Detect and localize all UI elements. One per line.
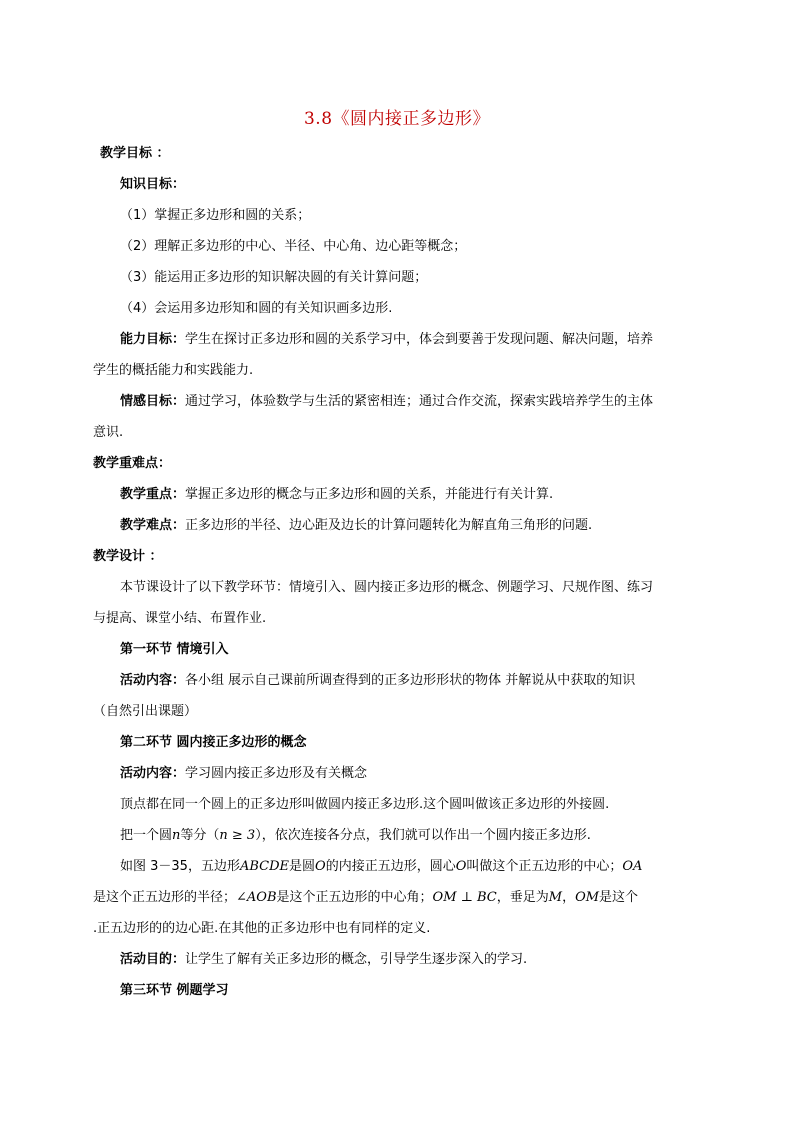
section2-purpose-label: 活动目的： xyxy=(120,952,186,967)
section1-activity-text: 各小组 展示自己课前所调查得到的正多边形形状的物体 并解说从中获取的知识 xyxy=(185,673,636,688)
figure-text: 是这个正五边形的半径； xyxy=(93,890,237,905)
section1-activity xyxy=(120,672,635,690)
section2-purpose-text: 让学生了解有关正多边形的概念，引导学生逐步深入的学习. xyxy=(185,952,528,967)
figure-text: 如图 3－35，五边形 xyxy=(120,859,240,874)
math-o: O xyxy=(455,859,467,874)
ability-paragraph xyxy=(120,331,653,349)
section1-activity-label: 活动内容： xyxy=(120,673,186,688)
section2-activity-label: 活动内容： xyxy=(120,766,186,781)
figure-text: 叫做这个正五边形的中心； xyxy=(466,859,623,874)
figure-paragraph xyxy=(120,858,642,876)
key-point-text: 掌握正多边形的概念与正多边形和圆的关系，并能进行有关计算. xyxy=(185,487,554,502)
math-abcde: ABCDE xyxy=(239,859,289,874)
ability-label: 能力目标： xyxy=(120,332,186,347)
section2-heading: 第二环节 圆内接正多边形的概念 xyxy=(120,735,307,750)
figure-paragraph-end: .正五边形的的边心距.在其他的正多边形中也有同样的定义. xyxy=(93,921,431,936)
key-point-paragraph xyxy=(120,486,553,504)
key-points-heading: 教学重难点： xyxy=(93,456,172,471)
ability-text: 学生在探讨正多边形和圆的关系学习中，体会到要善于发现问题、解决问题，培养 xyxy=(185,332,654,347)
design-intro-continued: 与提高、课堂小结、布置作业. xyxy=(93,611,267,626)
divide-text: 把一个圆 xyxy=(120,828,173,843)
divide-paragraph xyxy=(120,827,591,845)
figure-text: 是这个 xyxy=(599,890,639,905)
math-angle-aob: ∠AOB xyxy=(236,890,277,905)
math-perpendicular: OM ⊥ BC xyxy=(432,890,497,905)
section1-activity-continued: （自然引出课题） xyxy=(93,704,198,719)
knowledge-item: （4）会运用多边形知和圆的有关知识画多边形. xyxy=(120,301,393,316)
design-intro: 本节课设计了以下教学环节：情境引入、圆内接正多边形的概念、例题学习、尺规作图、练习 xyxy=(120,580,654,595)
difficult-point-text: 正多边形的半径、边心距及边长的计算问题转化为解直角三角形的问题. xyxy=(185,518,593,533)
math-condition: n ≥ 3 xyxy=(219,828,256,843)
math-n: n xyxy=(172,828,181,843)
figure-text: ，垂足为 xyxy=(496,890,549,905)
knowledge-item: （1）掌握正多边形和圆的关系； xyxy=(120,208,311,223)
section1-heading: 第一环节 情境引入 xyxy=(120,642,229,657)
difficult-point-label: 教学难点： xyxy=(120,518,186,533)
math-om: OM xyxy=(575,890,600,905)
section2-purpose xyxy=(120,951,527,969)
definition-text: 顶点都在同一个圆上的正多边形叫做圆内接正多边形.这个圆叫做该正多边形的外接圆. xyxy=(120,797,610,812)
knowledge-item: （2）理解正多边形的中心、半径、中心角、边心距等概念； xyxy=(120,239,467,254)
objectives-heading: 教学目标 ： xyxy=(100,146,170,161)
knowledge-item: （3）能运用正多边形的知识解决圆的有关计算问题； xyxy=(120,270,428,285)
key-point-label: 教学重点： xyxy=(120,487,186,502)
figure-text: ， xyxy=(562,890,576,905)
section3-heading: 第三环节 例题学习 xyxy=(120,983,229,998)
math-o: O xyxy=(315,859,326,874)
difficult-point-paragraph xyxy=(120,517,592,535)
section2-activity-text: 学习圆内接正多边形及有关概念 xyxy=(185,766,368,781)
math-m: M xyxy=(548,890,563,905)
section2-activity xyxy=(120,765,367,783)
knowledge-heading: 知识目标： xyxy=(120,177,186,192)
emotion-paragraph xyxy=(120,393,653,411)
divide-text: ），依次连接各分点，我们就可以作出一个圆内接正多边形. xyxy=(255,828,591,843)
ability-text-continued: 学生的概括能力和实践能力. xyxy=(93,363,254,378)
emotion-text: 通过学习，体验数学与生活的紧密相连；通过合作交流，探索实践培养学生的主体 xyxy=(185,394,654,409)
figure-text: 是这个正五边形的中心角； xyxy=(276,890,433,905)
figure-paragraph-continued xyxy=(93,889,638,907)
math-oa: OA xyxy=(622,859,643,874)
divide-text: 等分（ xyxy=(180,828,220,843)
emotion-text-continued: 意识. xyxy=(93,425,124,440)
emotion-label: 情感目标： xyxy=(120,394,186,409)
page-title: 3.8《圆内接正多边形》 xyxy=(303,109,491,129)
figure-text: 的内接正五边形，圆心 xyxy=(325,859,456,874)
design-heading: 教学设计 ： xyxy=(93,549,163,564)
figure-text: 是圆 xyxy=(289,859,316,874)
